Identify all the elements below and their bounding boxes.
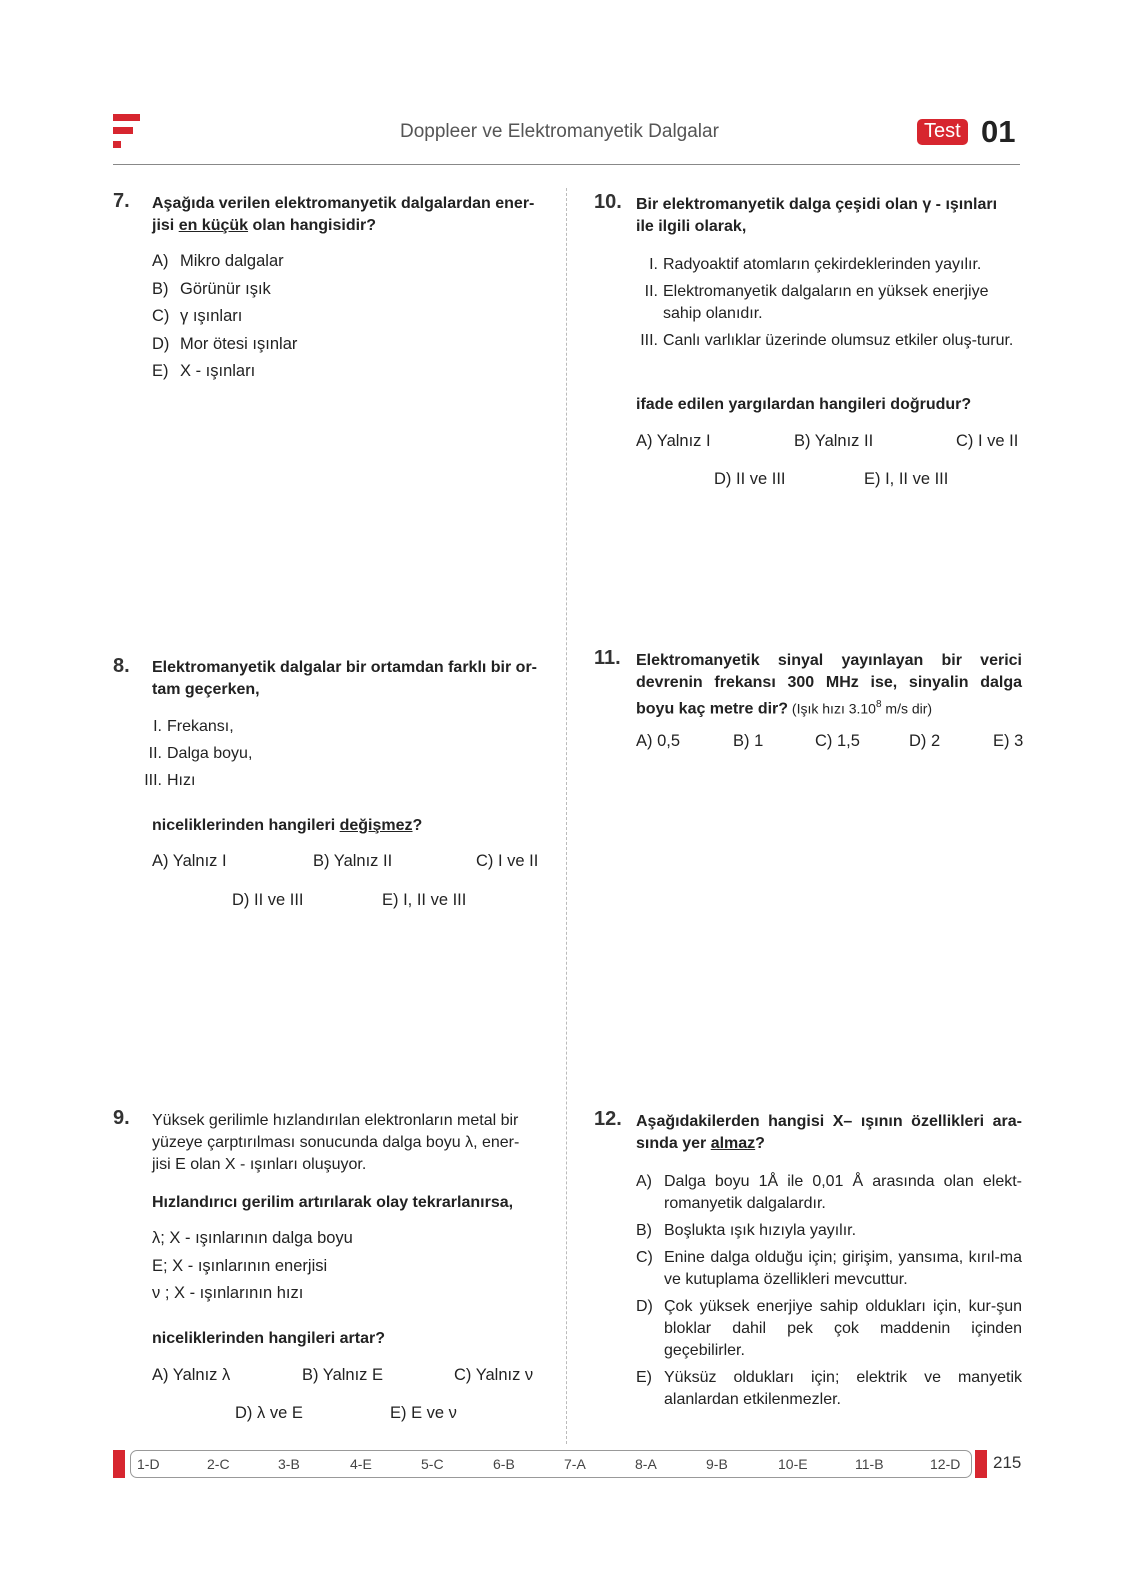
- answer-key-box: [130, 1450, 972, 1478]
- logo-bar-middle: [113, 127, 133, 134]
- q10-statement-1: I. Radyoaktif atomların çekirdeklerinden yayılır.: [649, 256, 982, 273]
- q9-stem: [152, 1110, 542, 1176]
- answer-key-item: 6-B: [493, 1456, 515, 1472]
- q12-option-d[interactable]: D) Çok yüksek enerjiye sahip oldukları için, kur-şun bloklar dahil pek çok maddenin içinden geçebilirler.: [636, 1298, 1022, 1359]
- q7-option-b[interactable]: B) Görünür ışık: [152, 279, 271, 298]
- answer-key-item: 2-C: [207, 1456, 230, 1472]
- q9-stem-line1: Yüksek gerilimle hızlandırılan elektronların metal bir: [152, 1112, 519, 1129]
- q12-number: 12.: [594, 1108, 622, 1130]
- q12-option-e[interactable]: E) Yüksüz oldukları için; elektrik ve manyetik alanlardan etkilenmezler.: [636, 1369, 1022, 1408]
- q8-statements: [140, 716, 530, 797]
- q9-answer-c[interactable]: C) Yalnız ν: [454, 1366, 534, 1384]
- q11-number: 11.: [594, 647, 621, 669]
- q10-question: ifade edilen yargılardan hangileri doğrudur?: [636, 396, 972, 413]
- answer-key-item: 4-E: [350, 1456, 372, 1472]
- q8-stem: [152, 657, 542, 701]
- q12-stem: [636, 1111, 1022, 1155]
- q12-option-a[interactable]: A) Dalga boyu 1Å ile 0,01 Å arasında olan elekt-romanyetik dalgalardır.: [636, 1173, 1022, 1212]
- answer-key-item: 8-A: [635, 1456, 657, 1472]
- q8-statement-1: I. Frekansı,: [153, 718, 234, 735]
- q11-answer-d[interactable]: D) 2: [909, 732, 941, 750]
- q8-question: niceliklerinden hangileri değişmez?: [152, 817, 423, 834]
- q7-options: [152, 252, 297, 390]
- q11-stem-line1: Elektromanyetik sinyal yayınlayan bir verici: [636, 652, 1022, 669]
- q9-condition: Hızlandırıcı gerilim artırılarak olay tekrarlanırsa,: [152, 1194, 514, 1211]
- q7-number: 7.: [113, 190, 130, 212]
- q8-answer-a[interactable]: A) Yalnız I: [152, 852, 227, 870]
- q8-answer-b[interactable]: B) Yalnız II: [313, 852, 393, 870]
- q7-stem-line1: Aşağıda verilen elektromanyetik dalgalardan ener-: [152, 195, 535, 212]
- q9-answer-b[interactable]: B) Yalnız E: [302, 1366, 384, 1384]
- q10-stem-line1: Bir elektromanyetik dalga çeşidi olan γ - ışınları: [636, 196, 998, 213]
- q8-statement-3: III. Hızı: [144, 772, 196, 789]
- answer-key-item: 12-D: [930, 1456, 961, 1472]
- q7-option-d[interactable]: D) Mor ötesi ışınlar: [152, 334, 298, 353]
- q8-answer-d[interactable]: D) II ve III: [232, 891, 304, 909]
- q9-stem-line2: yüzeye çarptırılması sonucunda dalga boyu λ, ener-: [152, 1134, 520, 1151]
- q8-answer-e[interactable]: E) I, II ve III: [382, 891, 467, 909]
- answer-key-item: 9-B: [706, 1456, 728, 1472]
- q8-answer-c[interactable]: C) I ve II: [476, 852, 539, 870]
- answer-key-item: 1-D: [137, 1456, 160, 1472]
- test-badge: Test: [917, 119, 968, 145]
- q9-quantity-1: λ; X - ışınlarının dalga boyu: [152, 1229, 353, 1247]
- q10-stem-line2: ile ilgili olarak,: [636, 218, 747, 235]
- q7-option-a[interactable]: A) Mikro dalgalar: [152, 252, 284, 270]
- q12-option-c[interactable]: C) Enine dalga olduğu için; girişim, yansıma, kırıl-ma ve kutuplama özellikleri mevcuttur.: [636, 1249, 1022, 1288]
- q12-option-b[interactable]: B) Boşlukta ışık hızıyla yayılır.: [636, 1222, 857, 1239]
- answer-key-item: 3-B: [278, 1456, 300, 1472]
- q8-number: 8.: [113, 655, 130, 677]
- test-number: 01: [981, 114, 1016, 149]
- q10-number: 10.: [594, 191, 622, 213]
- q12-stem-line1: Aşağıdakilerden hangisi X– ışının özellikleri ara-: [636, 1113, 1022, 1130]
- q7-stem-line2: jisi en küçük olan hangisidir?: [152, 217, 377, 234]
- q9-number: 9.: [113, 1107, 130, 1129]
- q10-answer-b[interactable]: B) Yalnız II: [794, 432, 874, 450]
- q8-stem-line1: Elektromanyetik dalgalar bir ortamdan farklı bir or-: [152, 659, 537, 676]
- answer-key-item: 5-C: [421, 1456, 444, 1472]
- footer-marker-right: [975, 1450, 987, 1478]
- q9-stem-line3: jisi E olan X - ışınları oluşuyor.: [152, 1156, 367, 1173]
- answer-key-item: 7-A: [564, 1456, 586, 1472]
- q9-answer-a[interactable]: A) Yalnız λ: [152, 1366, 231, 1384]
- q11-stem-line2: devrenin frekansı 300 MHz ise, sinyalin dalga: [636, 674, 1022, 691]
- q8-statement-2: II. Dalga boyu,: [148, 745, 253, 762]
- column-divider: [566, 188, 567, 1444]
- answer-key-item: 11-B: [855, 1456, 884, 1472]
- q9-answer-e[interactable]: E) E ve ν: [390, 1404, 457, 1422]
- q9-answer-d[interactable]: D) λ ve E: [235, 1404, 303, 1422]
- answer-key-item: 10-E: [778, 1456, 808, 1472]
- q10-statement-2: II. Elektromanyetik dalgaların en yüksek enerjiye sahip olanıdır.: [644, 283, 989, 322]
- q9-question: niceliklerinden hangileri artar?: [152, 1330, 385, 1347]
- q7-stem: [152, 193, 542, 237]
- q10-statements: [636, 254, 1022, 357]
- q7-option-e[interactable]: E) X - ışınları: [152, 362, 256, 380]
- q10-answer-a[interactable]: A) Yalnız I: [636, 432, 711, 450]
- q11-answer-e[interactable]: E) 3: [993, 732, 1024, 750]
- logo-bar-top: [113, 114, 140, 121]
- q11-stem: [636, 650, 1022, 720]
- header-divider: [113, 164, 1020, 165]
- footer-marker-left: [113, 1450, 125, 1478]
- q9-quantity-3: ν ; X - ışınlarının hızı: [152, 1284, 304, 1302]
- q11-answer-c[interactable]: C) 1,5: [815, 732, 860, 750]
- page-title: Doppleer ve Elektromanyetik Dalgalar: [400, 121, 719, 142]
- q10-stem: [636, 194, 1026, 238]
- q11-answer-b[interactable]: B) 1: [733, 732, 764, 750]
- q8-stem-line2: tam geçerken,: [152, 681, 260, 698]
- q10-statement-3: III. Canlı varlıklar üzerinde olumsuz etkiler oluş-turur.: [640, 332, 1014, 349]
- q12-stem-line2: sında yer almaz?: [636, 1135, 765, 1152]
- q12-options: [636, 1171, 1022, 1416]
- logo-bar-bottom: [113, 141, 121, 148]
- q11-stem-line3: boyu kaç metre dir? (Işık hızı 3.10$^8$ m/s dir): [636, 699, 933, 718]
- page-number: 215: [993, 1453, 1022, 1472]
- q9-quantity-2: E; X - ışınlarının enerjisi: [152, 1256, 328, 1275]
- q10-answer-d[interactable]: D) II ve III: [714, 470, 786, 488]
- q11-answer-a[interactable]: A) 0,5: [636, 732, 681, 750]
- q9-quantities: [152, 1229, 353, 1312]
- q7-option-c[interactable]: C) γ ışınları: [152, 307, 243, 325]
- q10-answer-c[interactable]: C) I ve II: [956, 432, 1019, 450]
- q10-answer-e[interactable]: E) I, II ve III: [864, 470, 949, 488]
